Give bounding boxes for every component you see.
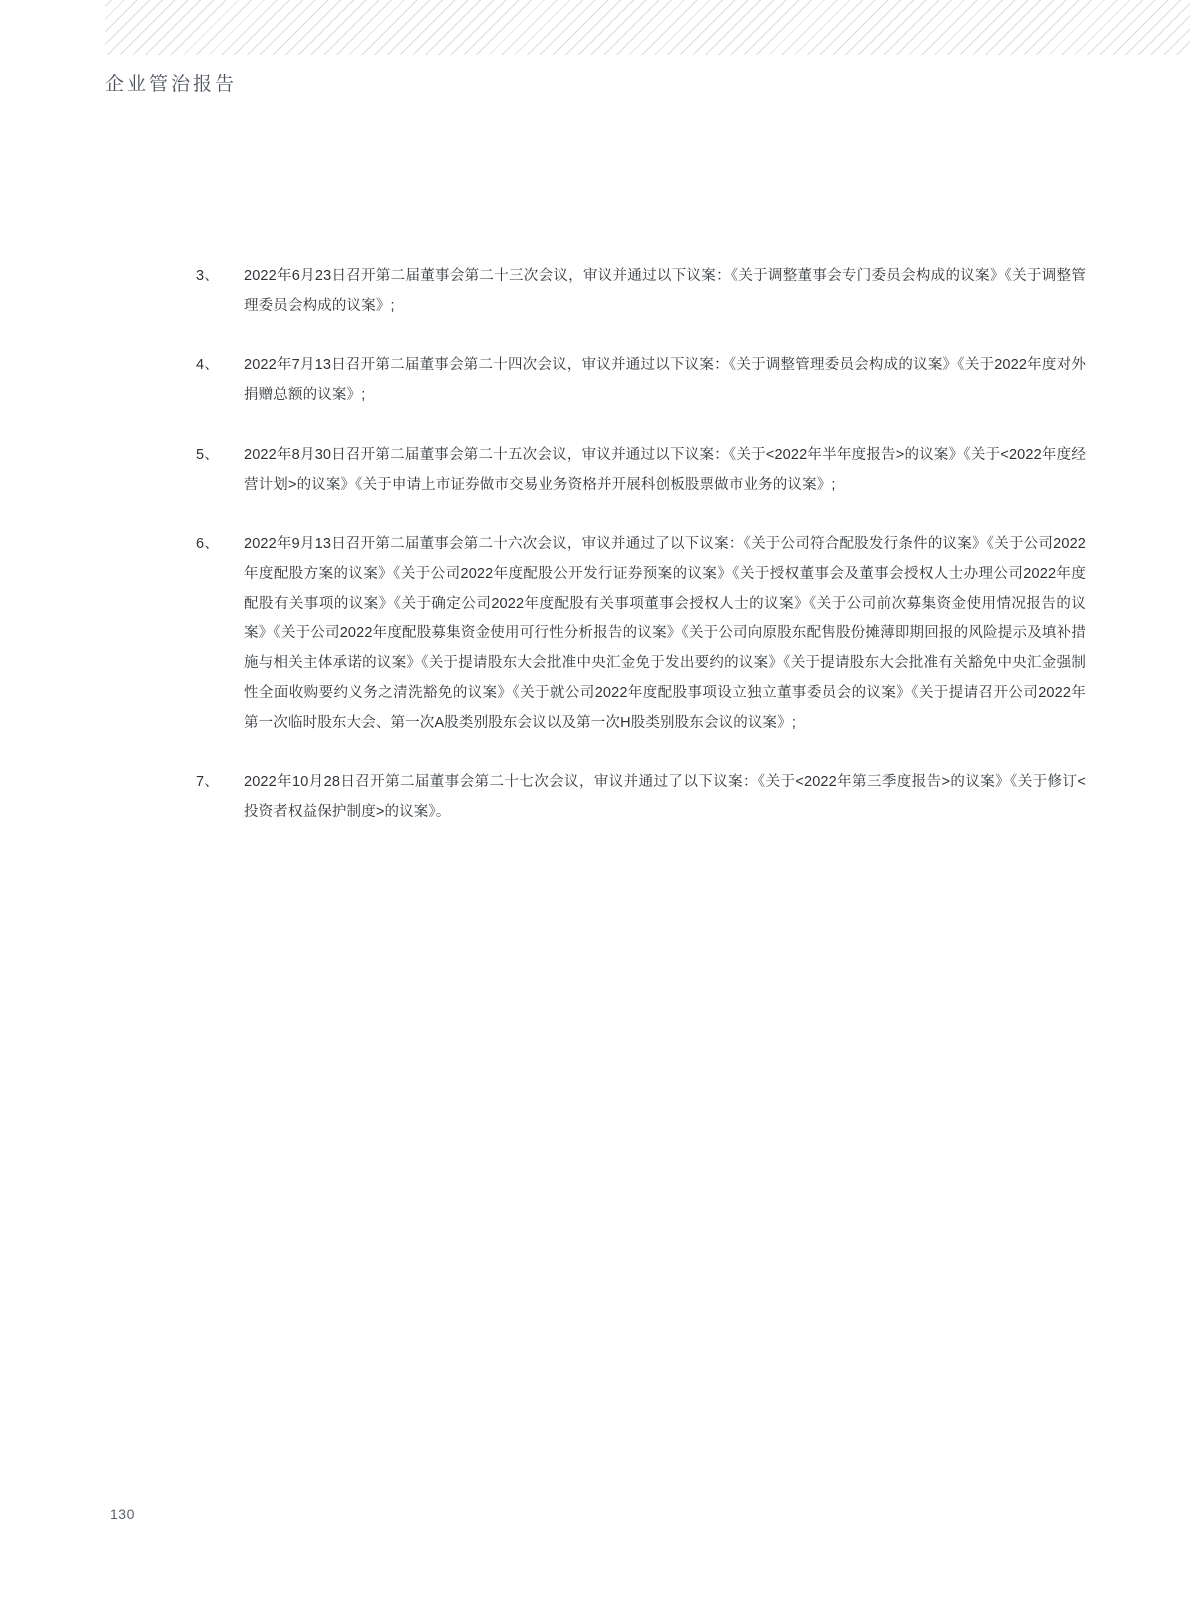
- list-item-marker: 3、: [196, 268, 220, 284]
- list-item-text: 2022年7月13日召开第二届董事会第二十四次会议，审议并通过以下议案：《关于调整管理委员会构成的议案》《关于2022年度对外捐赠总额的议案》;: [244, 357, 1086, 404]
- list-item: [196, 768, 1086, 827]
- list-item-marker: 7、: [196, 774, 220, 791]
- list-item: [196, 262, 1086, 321]
- list-item-text: 2022年6月23日召开第二届董事会第二十三次会议，审议并通过以下议案：《关于调整董事会专门委员会构成的议案》《关于调整管理委员会构成的议案》;: [244, 268, 1086, 314]
- decorative-hatch-band: [105, 0, 1190, 55]
- list-item: [196, 351, 1086, 410]
- list-item-marker: 4、: [196, 357, 220, 374]
- list-item-marker: 5、: [196, 446, 220, 463]
- page-title: 企业管治报告: [105, 73, 238, 95]
- list-item: [196, 441, 1086, 500]
- page-header: [105, 62, 705, 102]
- page-number: 130: [110, 1506, 135, 1522]
- numbered-list: [196, 262, 1086, 828]
- list-item-text: 2022年9月13日召开第二届董事会第二十六次会议，审议并通过了以下议案：《关于公司符合配股发行条件的议案》《关于公司2022年度配股方案的议案》《关于公司2022年度配股公开发行证券预案的议案》《关于授权董事会及董事会授权人士办理公司2022年度配股有关事项的议案》《关于确定公司2022年度配股有关事项董事会授权人士的议案》《关于公司前次募集资金使用情况报告的议案》《关于公司2022年度配股募集资金使用可行性分析报告的议案》《关于公司向原股东配售股份摊薄即期回报的风险提示及填补措施与相关主体承诺的议案》《关于提请股东大会批准中央汇金免于发出要约的议案》《关于提请股东大会批准有关豁免中央汇金强制性全面收购要约义务之清洗豁免的议案》《关于就公司2022年度配股事项设立独立董事委员会的议案》《关于提请召开公司2022年第一次临时股东大会、第一次A股类别股东会议以及第一次H股类别股东会议的议案》;: [244, 536, 1086, 731]
- list-item-text: 2022年10月28日召开第二届董事会第二十七次会议，审议并通过了以下议案：《关于<2022年第三季度报告>的议案》《关于修订<投资者权益保护制度>的议案》。: [244, 774, 1086, 821]
- list-item-marker: 6、: [196, 536, 220, 553]
- list-item: [196, 530, 1086, 738]
- list-item-text: 2022年8月30日召开第二届董事会第二十五次会议，审议并通过以下议案：《关于<2022年半年度报告>的议案》《关于<2022年度经营计划>的议案》《关于申请上市证券做市交易业务资格并开展科创板股票做市业务的议案》;: [244, 446, 1086, 493]
